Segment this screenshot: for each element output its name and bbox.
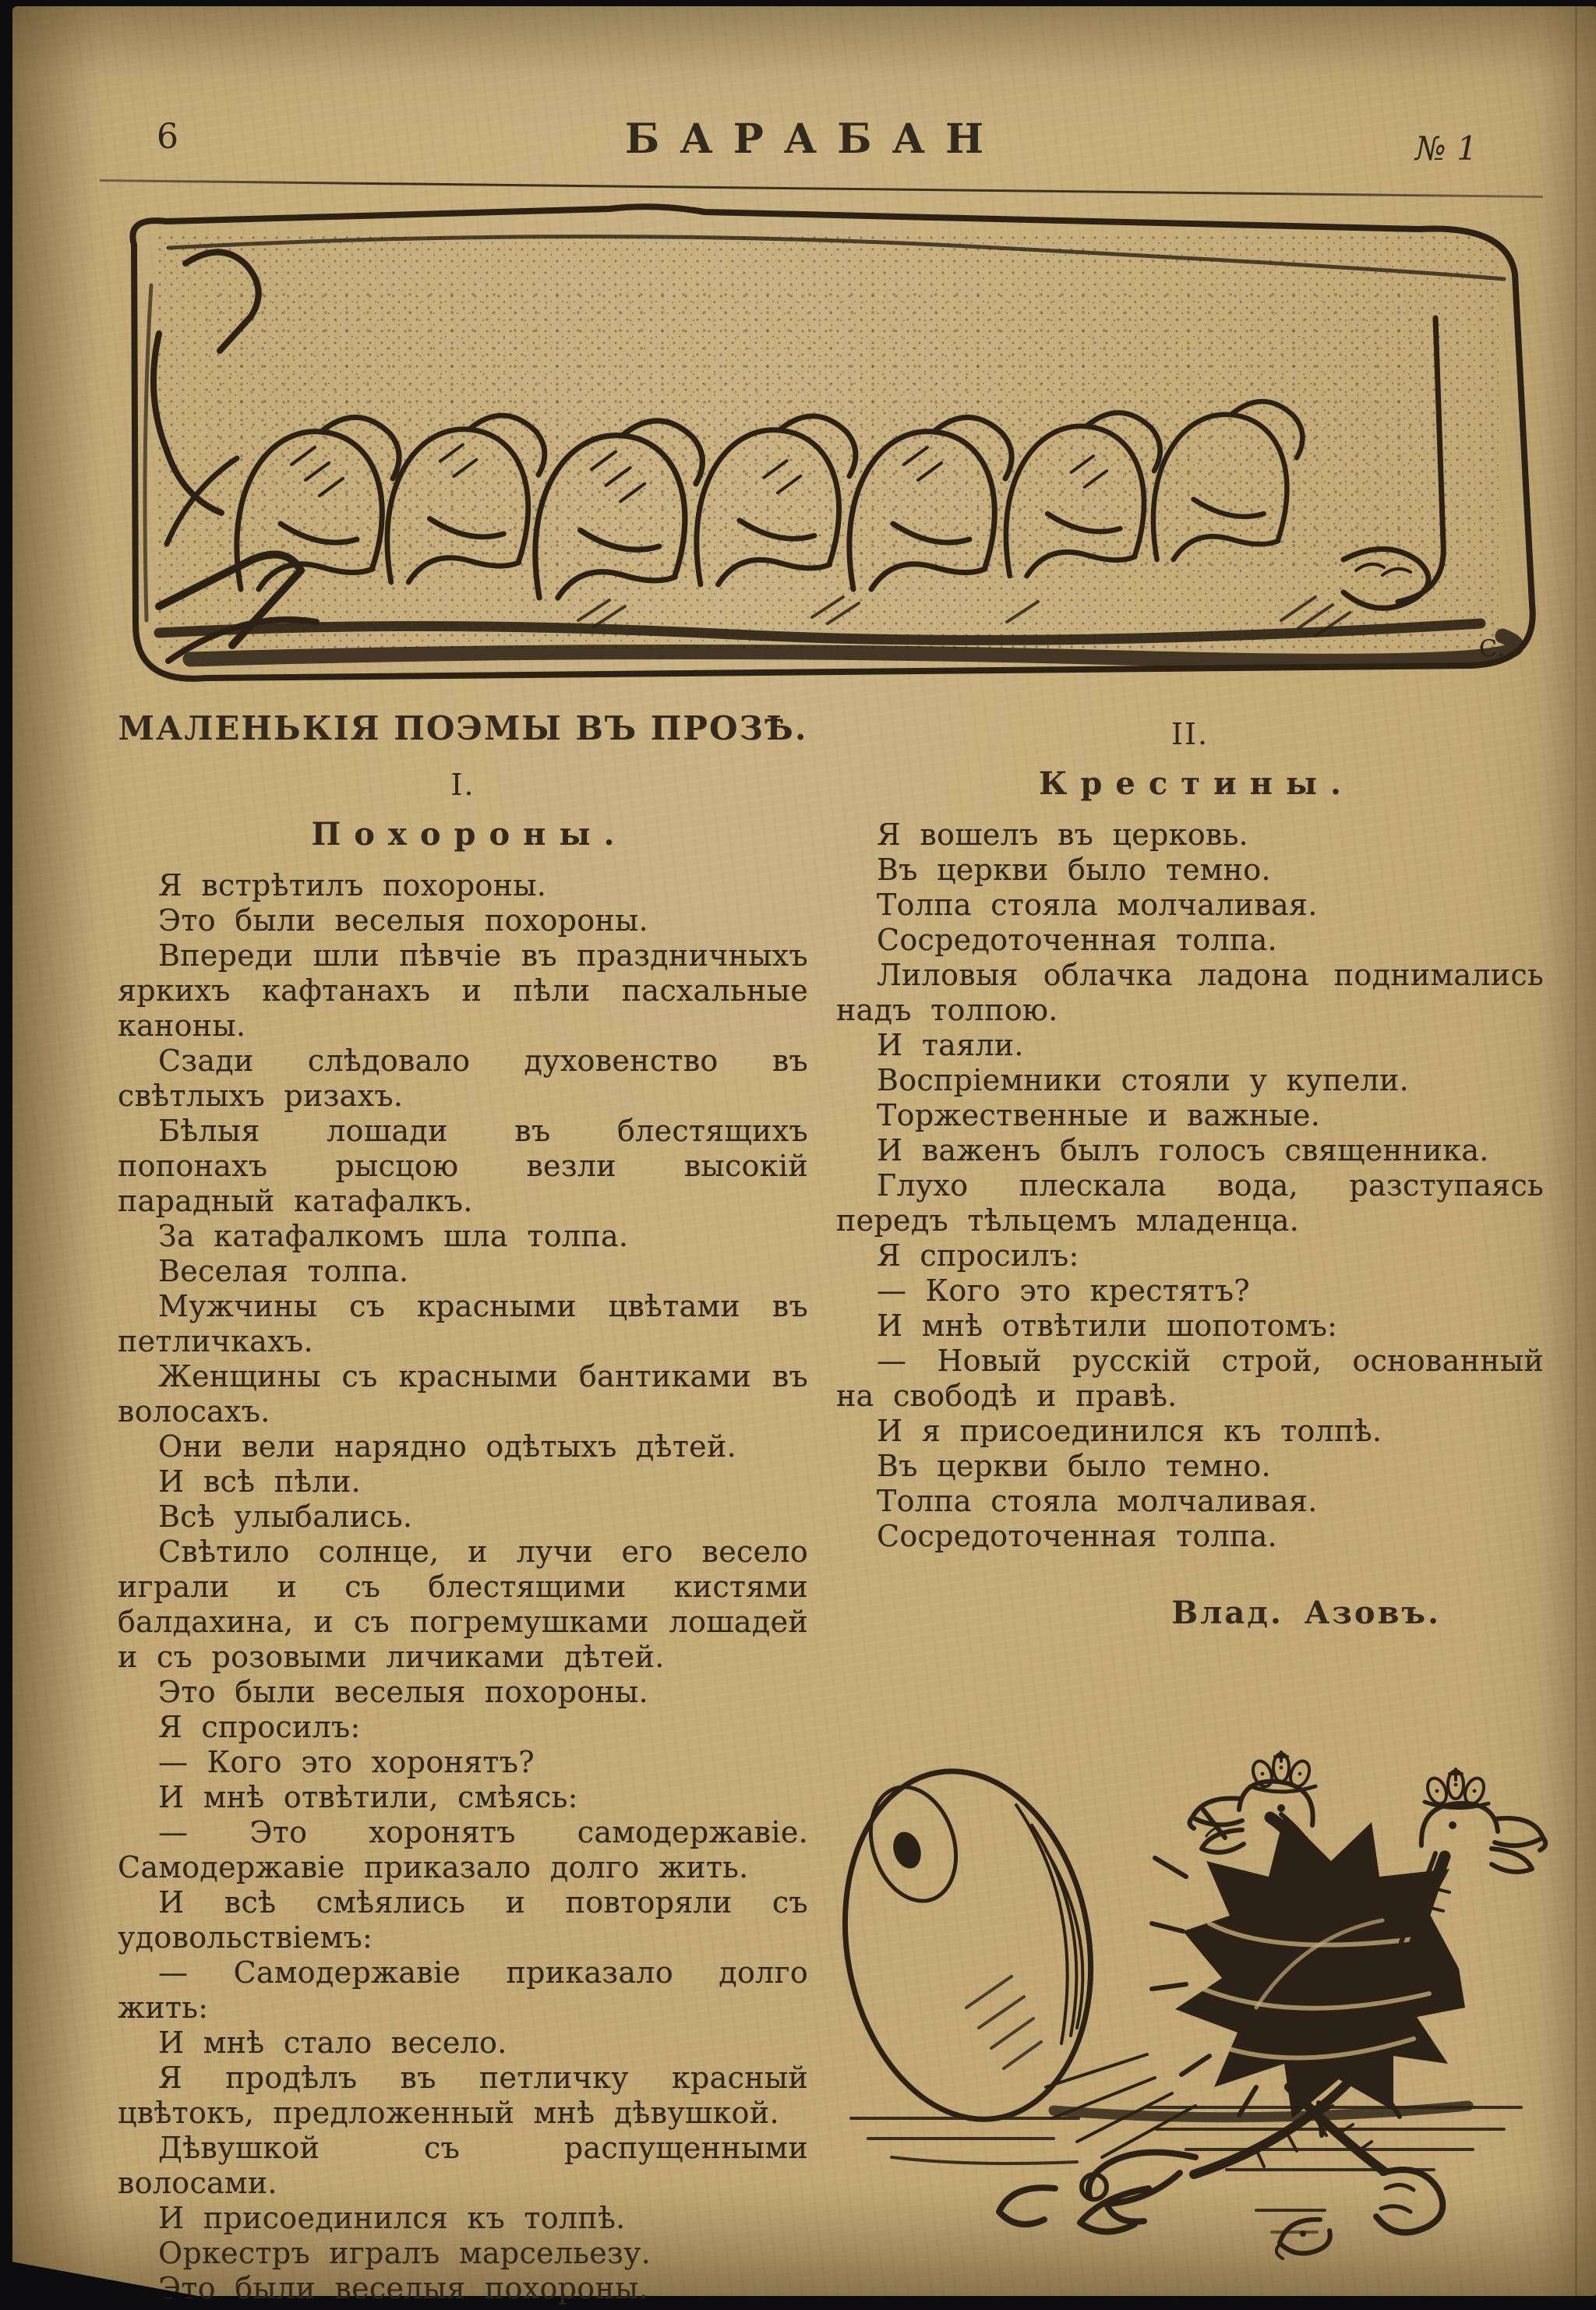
paragraph: Они вели нарядно одѣтыхъ дѣтей. (158, 1429, 736, 1464)
right-column (836, 717, 1544, 1631)
left-column-text (118, 868, 808, 2306)
author-signature: Влад. Азовъ. (1171, 1595, 1441, 1631)
paragraph: Дѣвушкой съ распущенными волосами. (118, 2131, 808, 2200)
paragraph: И мнѣ отвѣтили, смѣясь: (158, 1780, 578, 1814)
paragraph: И присоединился къ толпѣ. (158, 2201, 626, 2235)
paper-sheet (12, 6, 1596, 2305)
paragraph: И всѣ смѣялись и повторяли съ удовольствіемъ: (118, 1885, 808, 1955)
paragraph: И всѣ пѣли. (158, 1464, 361, 1499)
part-numeral-2: II. (1171, 717, 1209, 751)
paragraph: Въ церкви было темно. (877, 1449, 1271, 1483)
paragraph: Веселая толпа. (158, 1254, 409, 1288)
paragraph: Это были веселыя похороны. (158, 1675, 648, 1709)
masthead-title: БАРАБАН (624, 115, 1005, 163)
paragraph: Толпа стояла молчаливая. (877, 1484, 1318, 1518)
paragraph: Всѣ улыбались. (158, 1499, 413, 1534)
paragraph: Воспріемники стояли у купели. (877, 1063, 1410, 1097)
paragraph: И важенъ былъ голосъ священника. (877, 1133, 1489, 1167)
page-number: 6 (157, 117, 179, 157)
paragraph: Толпа стояла молчаливая. (877, 888, 1318, 922)
left-column (118, 709, 808, 2306)
paragraph: Свѣтило солнце, и лучи его весело играли и съ блестящими кистями балдахина, и съ погремушками лошадей и съ розовыми личиками дѣтей. (118, 1535, 808, 1674)
paragraph: Сосредоточенная толпа. (877, 923, 1277, 957)
paragraph: — Это хоронятъ самодержавіе. Самодержавіе приказало долго жить. (118, 1815, 808, 1884)
paragraph: Я продѣлъ въ петличку красный цвѣтокъ, предложенный мнѣ дѣвушкой. (118, 2061, 808, 2130)
top-illustration (111, 200, 1563, 694)
paragraph: — Новый русскій строй, основанный на свободѣ и правѣ. (836, 1344, 1544, 1413)
funeral-procession-illustration (111, 200, 1563, 694)
page-crease (1575, 6, 1577, 2296)
paragraph: Я спросилъ: (158, 1710, 361, 1744)
paragraph: И я присоединился къ толпѣ. (877, 1414, 1382, 1448)
paragraph: Я встрѣтилъ похороны. (158, 868, 547, 902)
paragraph: Оркестръ игралъ марсельезу. (158, 2236, 651, 2270)
bottom-illustration (820, 1750, 1571, 2274)
paragraph: И таяли. (877, 1028, 1024, 1062)
paragraph: Мужчины съ красными цвѣтами въ петличкахъ. (118, 1289, 808, 1358)
paragraph: Сосредоточенная толпа. (877, 1519, 1277, 1553)
paragraph: Торжественные и важные. (877, 1098, 1321, 1132)
paragraph: — Кого это хоронятъ? (158, 1745, 535, 1779)
section-title: МАЛЕНЬКІЯ ПОЭМЫ ВЪ ПРОЗѢ. (118, 709, 808, 747)
paragraph: За катафалкомъ шла толпа. (158, 1219, 629, 1253)
artist-monogram: С. (1479, 635, 1505, 662)
right-column-text (836, 818, 1544, 1554)
part-title-funeral: Похороны. (311, 816, 628, 853)
paragraph: Лиловыя облачка ладона поднимались надъ толпою. (836, 958, 1544, 1027)
issue-number: № 1 (1415, 129, 1478, 168)
paragraph: Въ церкви было темно. (877, 853, 1271, 887)
paragraph: Я спросилъ: (877, 1238, 1079, 1273)
paragraph: — Кого это крестятъ? (877, 1273, 1250, 1308)
part-title-christening: Крестины. (1039, 765, 1354, 802)
double-headed-eagle-illustration (820, 1750, 1571, 2274)
paragraph: И мнѣ стало весело. (158, 2026, 507, 2060)
paragraph: Глухо плескала вода, разступаясь передъ тѣльцемъ младенца. (836, 1168, 1544, 1238)
header-rule (100, 179, 1543, 198)
page-header (12, 6, 1596, 209)
paragraph: Сзади слѣдовало духовенство въ свѣтлыхъ ризахъ. (118, 1044, 808, 1113)
paragraph: Это были веселыя похороны. (158, 2271, 648, 2305)
paragraph: И мнѣ отвѣтили шопотомъ: (877, 1309, 1338, 1343)
paragraph: Женщины съ красными бантиками въ волосахъ. (118, 1359, 808, 1429)
paragraph: Это были веселыя похороны. (158, 903, 648, 938)
part-numeral-1: I. (450, 768, 475, 802)
paragraph: Я вошелъ въ церковь. (877, 818, 1248, 852)
paragraph: Бѣлыя лошади въ блестящихъ попонахъ рысцою везли высокій парадный катафалкъ. (118, 1114, 808, 1218)
paragraph: — Самодержавіе приказало долго жить: (118, 1955, 808, 2025)
paragraph: Впереди шли пѣвчіе въ праздничныхъ яркихъ кафтанахъ и пѣли пасхальные каноны. (118, 938, 808, 1043)
